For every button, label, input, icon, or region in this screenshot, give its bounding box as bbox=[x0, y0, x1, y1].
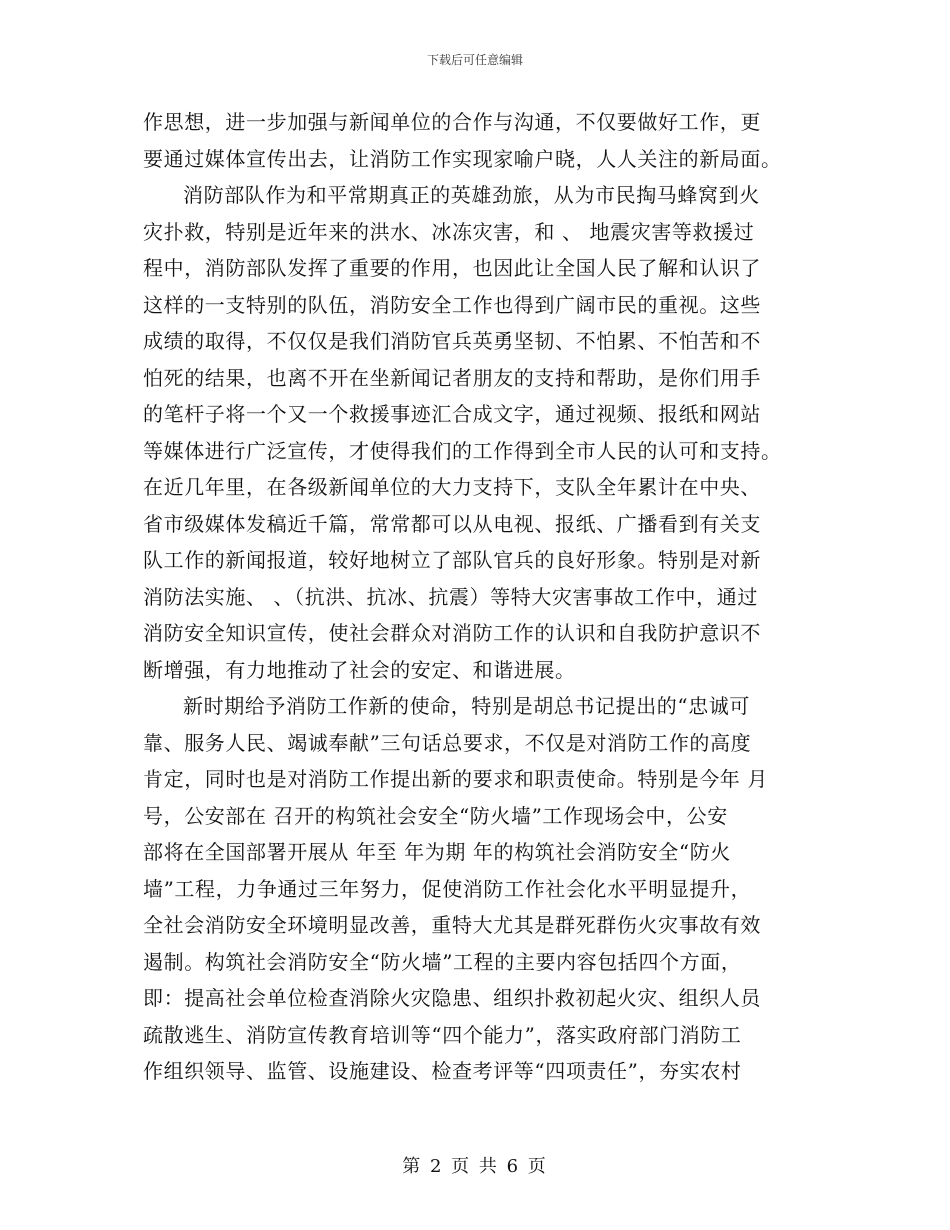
text-line: 遏制。构筑社会消防安全“防火墙”工程的主要内容包括四个方面， bbox=[143, 949, 742, 974]
text-line: 消防安全知识宣传，使社会群众对消防工作的认识和自我防护意识不 bbox=[143, 621, 761, 645]
page-number: 第 2 页 共 6 页 bbox=[402, 1156, 548, 1177]
text-line: 作思想，进一步加强与新闻单位的合作与沟通，不仅要做好工作，更 bbox=[143, 110, 761, 134]
text-line: 断增强，有力地推动了社会的安定、和谐进展。 bbox=[143, 657, 576, 682]
text-line: 肯定，同时也是对消防工作提出新的要求和职责使命。特别是今年 月 bbox=[143, 767, 768, 791]
text-line: 这样的一支特别的队伍，消防安全工作也得到广阔市民的重视。这些 bbox=[143, 292, 761, 317]
text-line: 怕死的结果，也离不开在坐新闻记者朋友的支持和帮助，是你们用手 bbox=[143, 365, 761, 390]
text-line: 灾扑救，特别是近年来的洪水、冰冻灾害，和 、 地震灾害等救援过 bbox=[143, 219, 755, 244]
text-line: 在近几年里，在各级新闻单位的大力支持下，支队全年累计在中央、 bbox=[143, 475, 761, 499]
text-line: 程中，消防部队发挥了重要的作用，也因此让全国人民了解和认识了 bbox=[143, 256, 761, 280]
text-line: 疏散逃生、消防宣传教育培训等“四个能力”，落实政府部门消防工 bbox=[143, 1022, 742, 1047]
text-line: 即：提高社会单位检查消除火灾隐患、组织扑救初起火灾、组织人员 bbox=[143, 986, 761, 1010]
text-line: 作组织领导、监管、设施建设、检查考评等“四项责任”，夯实农村 bbox=[143, 1059, 742, 1083]
text-line: 靠、服务人民、竭诚奉献”三句话总要求，不仅是对消防工作的高度 bbox=[143, 730, 752, 755]
text-line: 部将在全国部署开展从 年至 年为期 年的构筑社会消防安全“防火 bbox=[143, 840, 731, 864]
text-line: 消防部队作为和平常期真正的英雄劲旅，从为市民掏马蜂窝到火 bbox=[183, 183, 760, 207]
document-body bbox=[143, 104, 813, 1090]
text-line: 要通过媒体宣传出去，让消防工作实现家喻户晓，人人关注的新局面。 bbox=[143, 146, 782, 171]
text-line: 新时期给予消防工作新的使命，特别是胡总书记提出的“忠诚可 bbox=[183, 694, 751, 718]
text-line: 省市级媒体发稿近千篇，常常都可以从电视、报纸、广播看到有关支 bbox=[143, 511, 761, 536]
text-line: 等媒体进行广泛宣传，才使得我们的工作得到全市人民的认可和支持。 bbox=[143, 438, 782, 463]
text-line: 消防法实施、 、（抗洪、抗冰、抗震）等特大灾害事故工作中，通过 bbox=[143, 584, 758, 609]
text-line: 的笔杆子将一个又一个救援事迹汇合成文字，通过视频、报纸和网站 bbox=[143, 402, 761, 426]
text-line: 全社会消防安全环境明显改善，重特大尤其是群死群伤火灾事故有效 bbox=[143, 913, 761, 937]
text-line: 队工作的新闻报道，较好地树立了部队官兵的良好形象。特别是对新 bbox=[143, 548, 761, 572]
text-line: 号，公安部在 召开的构筑社会安全“防火墙”工作现场会中，公安 bbox=[143, 803, 728, 828]
text-line: 成绩的取得，不仅仅是我们消防官兵英勇坚韧、不怕累、不怕苦和不 bbox=[143, 329, 761, 353]
page-header: 下载后可任意编辑 bbox=[426, 53, 523, 67]
text-line: 墙”工程，力争通过三年努力，促使消防工作社会化水平明显提升， bbox=[143, 876, 752, 901]
